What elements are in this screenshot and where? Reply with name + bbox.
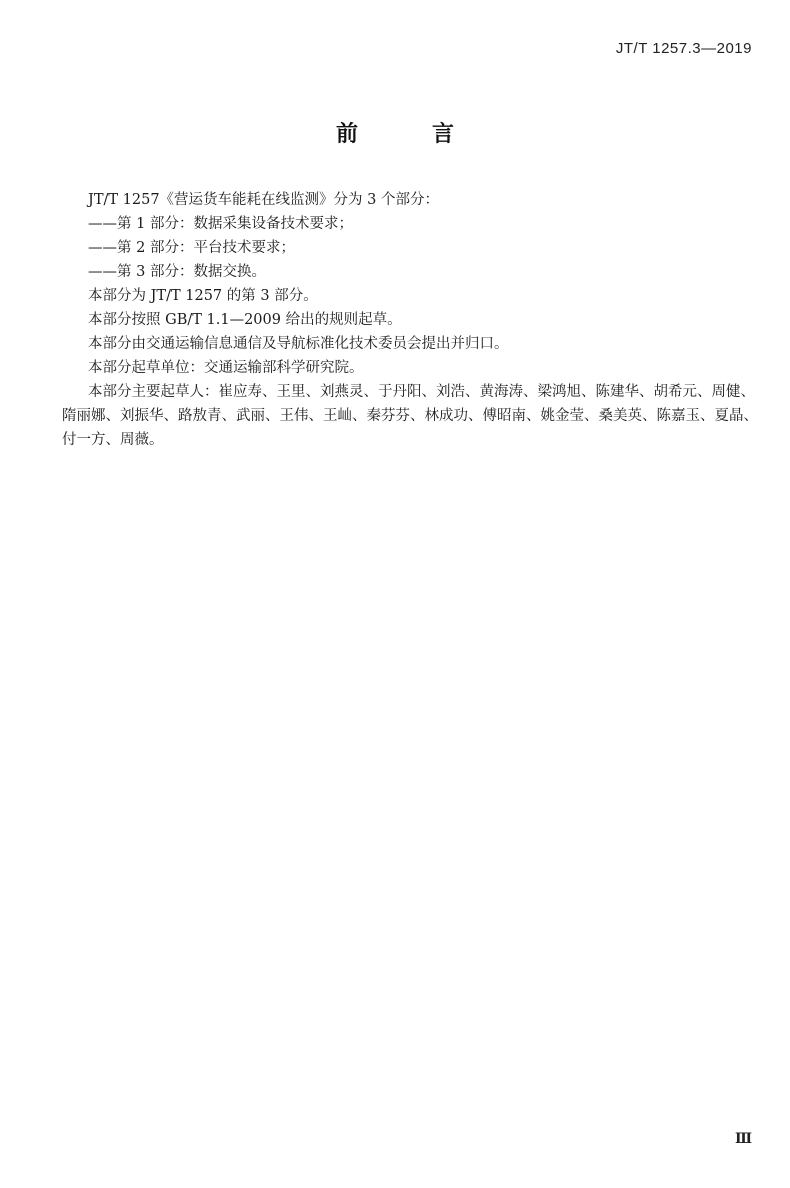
- drafters-line-2: 隋丽娜、刘振华、路敖青、武丽、王伟、王屾、秦芬芬、林成功、傅昭南、姚金莹、桑美英、陈嘉玉、夏晶、: [62, 408, 758, 424]
- page-number: Ⅲ: [734, 1131, 752, 1147]
- paragraph-drafters: [62, 380, 758, 452]
- drafters-line-1: 本部分主要起草人：崔应寿、王里、刘燕灵、于丹阳、刘浩、黄海涛、梁鸿旭、陈建华、胡希元、周健、: [88, 384, 755, 400]
- foreword-body: [62, 188, 758, 452]
- drafters-line-3: 付一方、周薇。: [62, 432, 164, 448]
- list-item-part-3: ——第 3 部分：数据交换。: [88, 264, 266, 280]
- paragraph-drafting-rules: 本部分按照 GB/T 1.1—2009 给出的规则起草。: [88, 312, 402, 328]
- paragraph-proposer: 本部分由交通运输信息通信及导航标准化技术委员会提出并归口。: [88, 336, 509, 352]
- standard-code: JT/T 1257.3—2019: [615, 40, 752, 57]
- paragraph-drafting-unit: 本部分起草单位：交通运输部科学研究院。: [88, 360, 364, 376]
- paragraph-intro: JT/T 1257《营运货车能耗在线监测》分为 3 个部分：: [88, 192, 439, 208]
- list-item-part-2: ——第 2 部分：平台技术要求；: [88, 240, 295, 256]
- list-item-part-1: ——第 1 部分：数据采集设备技术要求；: [88, 216, 353, 232]
- page-title: 前 言: [335, 122, 480, 147]
- paragraph-part-statement: 本部分为 JT/T 1257 的第 3 部分。: [88, 288, 318, 304]
